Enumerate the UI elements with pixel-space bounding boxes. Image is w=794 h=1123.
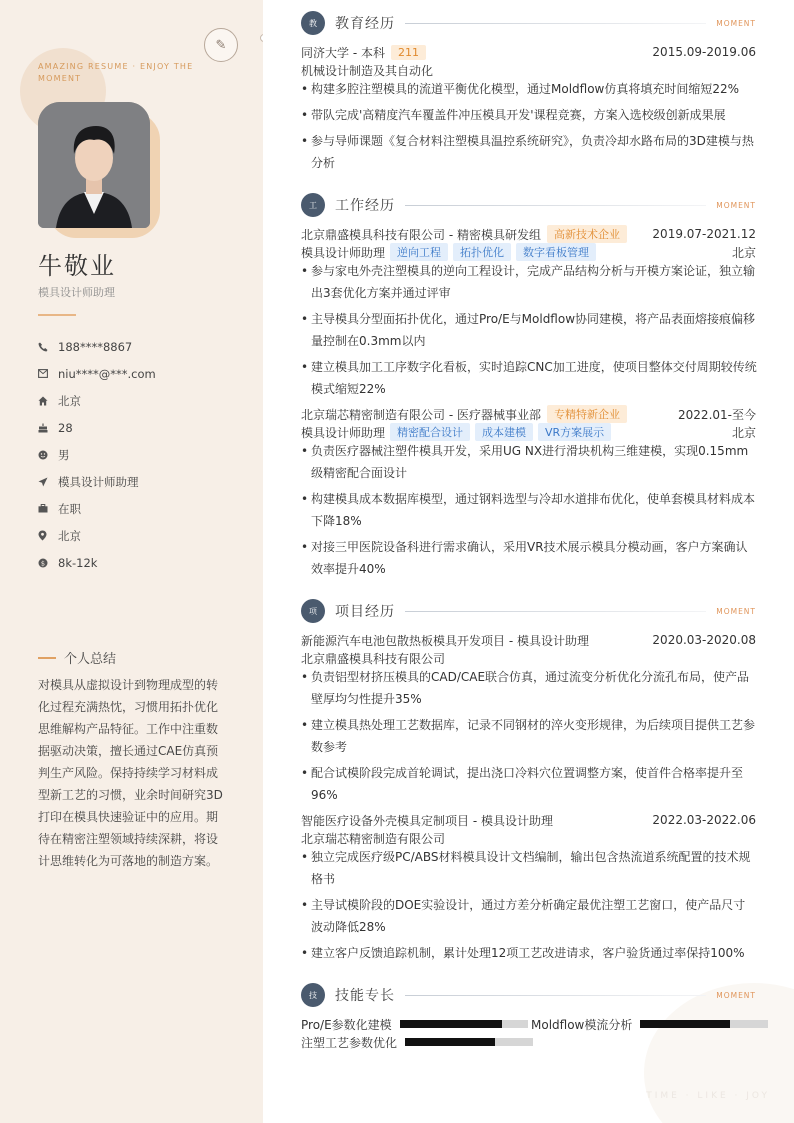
- education-bullet: • 带队完成'高精度汽车覆盖件冲压模具开发'课程竞赛，方案入选校级创新成果展: [301, 104, 757, 126]
- info-item-position: [38, 468, 238, 495]
- info-item-gender: [38, 441, 238, 468]
- skill-item: [531, 1015, 768, 1033]
- work-skill-tag: 拓扑优化: [453, 243, 511, 261]
- section-badge-skills: 技: [301, 983, 325, 1007]
- section-moment-label: MOMENT: [716, 990, 756, 1000]
- work-company: 北京瑞芯精密制造有限公司 - 医疗器械事业部: [301, 407, 541, 422]
- info-gender-text: 男: [58, 447, 70, 462]
- summary-header: [38, 648, 116, 667]
- work-date: 2019.07-2021.12: [652, 227, 756, 241]
- work-bullet: • 参与家电外壳注塑模具的逆向工程设计，完成产品结构分析与开模方案论证，独立输出3套优化方案并通过评审: [301, 260, 757, 304]
- work-city: 北京: [731, 245, 756, 260]
- skill-bar: [405, 1038, 533, 1046]
- pen-icon: ✎: [204, 28, 238, 62]
- work-skill-tag: 精密配合设计: [390, 423, 470, 441]
- briefcase-icon: [38, 504, 58, 513]
- project-title: 新能源汽车电池包散热板模具开发项目 - 模具设计助理: [301, 633, 589, 648]
- work-company: 北京鼎盛模具科技有限公司 - 精密模具研发组: [301, 227, 541, 242]
- work-company-tag: 专精特新企业: [547, 405, 627, 423]
- phone-icon: [38, 342, 58, 352]
- section-header-project: [301, 599, 756, 623]
- sidebar: [0, 0, 263, 1123]
- home-icon: [38, 396, 58, 406]
- section-header-work: [301, 193, 756, 217]
- mail-icon: [38, 369, 58, 378]
- cake-icon: [38, 423, 58, 433]
- education-tag: 211: [391, 45, 426, 60]
- skill-bar-fill: [405, 1038, 495, 1046]
- info-position-text: 模具设计师助理: [58, 474, 139, 489]
- info-item-phone: [38, 333, 238, 360]
- info-location-text: 北京: [58, 528, 81, 543]
- section-moment-label: MOMENT: [716, 18, 756, 28]
- avatar-portrait-icon: [38, 102, 150, 228]
- main-content: [263, 0, 794, 1123]
- section-badge-work: 工: [301, 193, 325, 217]
- section-title-education: 教育经历: [335, 16, 395, 32]
- avatar: [38, 102, 150, 228]
- slogan: AMAZING RESUME · ENJOY THE MOMENT: [38, 62, 194, 83]
- work-position: 模具设计师助理: [301, 425, 386, 440]
- education-major: 机械设计制造及其自动化: [301, 63, 434, 78]
- info-status-text: 在职: [58, 501, 81, 516]
- education-school: 同济大学 - 本科: [301, 45, 385, 60]
- project-company-row: [301, 649, 756, 667]
- info-item-status: [38, 495, 238, 522]
- section-divider: [405, 995, 706, 996]
- location-pin-icon: [38, 530, 58, 541]
- summary-dash: [38, 657, 56, 659]
- education-bullet: • 构建多腔注塑模具的流道平衡优化模型，通过Moldflow仿真将填充时间缩短22%: [301, 78, 757, 100]
- skill-name: Moldflow模流分析: [531, 1017, 633, 1032]
- work-company-tag: 高新技术企业: [547, 225, 627, 243]
- project-bullet: • 建立客户反馈追踪机制，累计处理12项工艺改进请求，客户验货通过率保持100%: [301, 942, 757, 964]
- project-company: 北京鼎盛模具科技有限公司: [301, 651, 446, 666]
- section-badge-education: 教: [301, 11, 325, 35]
- section-title-work: 工作经历: [335, 198, 395, 214]
- accent-divider: [38, 314, 76, 316]
- project-company: 北京瑞芯精密制造有限公司: [301, 831, 446, 846]
- info-phone-text: 188****8867: [58, 339, 133, 354]
- svg-text:$: $: [40, 558, 46, 567]
- section-divider: [405, 611, 706, 612]
- work-position-row: [301, 243, 756, 261]
- work-date: 2022.01-至今: [678, 407, 756, 422]
- project-bullet: • 负责铝型材挤压模具的CAD/CAE联合仿真，通过流变分析优化分流孔布局，使产品壁厚均匀性提升35%: [301, 666, 757, 710]
- skill-name: 注塑工艺参数优化: [301, 1035, 398, 1050]
- project-bullet: • 配合试模阶段完成首轮调试，提出浇口冷料穴位置调整方案，使首件合格率提升至96%: [301, 762, 757, 806]
- section-title-skills: 技能专长: [335, 988, 395, 1004]
- gender-icon: [38, 450, 58, 460]
- work-bullet: • 构建模具成本数据库模型，通过钢料选型与冷却水道排布优化，使单套模具材料成本下降18%: [301, 488, 757, 532]
- info-item-location: [38, 522, 238, 549]
- skill-bar: [400, 1020, 528, 1028]
- info-email-text: niu****@***.com: [58, 366, 156, 381]
- work-skill-tag: 成本建模: [475, 423, 533, 441]
- project-title-row: [301, 811, 756, 829]
- work-skill-tag: VR方案展示: [538, 423, 611, 441]
- project-title-row: [301, 631, 756, 649]
- section-header-education: [301, 11, 756, 35]
- skill-bar-fill: [400, 1020, 502, 1028]
- project-date: 2022.03-2022.06: [652, 813, 756, 827]
- work-city: 北京: [731, 425, 756, 440]
- section-divider: [405, 205, 706, 206]
- skill-bar-fill: [640, 1020, 730, 1028]
- info-home-text: 北京: [58, 393, 81, 408]
- section-moment-label: MOMENT: [716, 606, 756, 616]
- project-company-row: [301, 829, 756, 847]
- candidate-name: 牛敬业: [38, 252, 116, 280]
- education-major-row: [301, 61, 756, 79]
- section-divider: [405, 23, 706, 24]
- info-item-email: [38, 360, 238, 387]
- info-age-text: 28: [58, 420, 73, 435]
- work-bullet: • 主导模具分型面拓扑优化，通过Pro/E与Moldflow协同建模，将产品表面熔接痕偏移量控制在0.3mm以内: [301, 308, 757, 352]
- info-item-home: [38, 387, 238, 414]
- project-bullet: • 主导试模阶段的DOE实验设计，通过方差分析确定最优注塑工艺窗口，使产品尺寸波动降低28%: [301, 894, 757, 938]
- salary-icon: [38, 558, 58, 568]
- work-bullet: • 对接三甲医院设备科进行需求确认，采用VR技术展示模具分模动画，客户方案确认效率提升40%: [301, 536, 757, 580]
- work-company-row: [301, 405, 756, 423]
- section-moment-label: MOMENT: [716, 200, 756, 210]
- section-title-project: 项目经历: [335, 604, 395, 620]
- summary-title: 个人总结: [64, 652, 117, 667]
- work-skill-tag: 数字看板管理: [516, 243, 596, 261]
- skill-name: Pro/E参数化建模: [301, 1017, 392, 1032]
- education-row: [301, 43, 756, 61]
- section-header-skills: [301, 983, 756, 1007]
- work-position-row: [301, 423, 756, 441]
- contact-info-list: [38, 333, 238, 576]
- candidate-role: 模具设计师助理: [38, 286, 115, 299]
- info-item-age: [38, 414, 238, 441]
- info-salary-text: 8k-12k: [58, 555, 98, 570]
- work-company-row: [301, 225, 756, 243]
- project-title: 智能医疗设备外壳模具定制项目 - 模具设计助理: [301, 813, 553, 828]
- skill-bar: [640, 1020, 768, 1028]
- education-date: 2015.09-2019.06: [652, 45, 756, 59]
- skill-item: [301, 1033, 533, 1051]
- work-bullet: • 负责医疗器械注塑件模具开发，采用UG NX进行滑块机构三维建模，实现0.15mm级精密配合面设计: [301, 440, 757, 484]
- send-icon: [38, 477, 58, 487]
- project-bullet: • 独立完成医疗级PC/ABS材料模具设计文档编制，输出包含热流道系统配置的技术规格书: [301, 846, 757, 890]
- work-bullet: • 建立模具加工工序数字化看板，实时追踪CNC加工进度，使项目整体交付周期较传统模式缩短22%: [301, 356, 757, 400]
- education-bullet: • 参与导师课题《复合材料注塑模具温控系统研究》，负责冷却水路布局的3D建模与热分析: [301, 130, 757, 174]
- skill-item: [301, 1015, 528, 1033]
- work-position: 模具设计师助理: [301, 245, 386, 260]
- project-bullet: • 建立模具热处理工艺数据库，记录不同钢材的淬火变形规律，为后续项目提供工艺参数参考: [301, 714, 757, 758]
- work-skill-tag: 逆向工程: [390, 243, 448, 261]
- summary-text: 对模具从虚拟设计到物理成型的转化过程充满热忱，习惯用拓扑优化思维解构产品特征。工作中注重数据驱动决策，擅长通过CAE仿真预判生产风险。保持持续学习材料成型新工艺的习惯，业余时间研究3D打印在模具快速验证中的应用。期待在精密注塑领域持续深耕，将设计思维转化为可落地的制造方案。: [38, 678, 223, 868]
- project-date: 2020.03-2020.08: [652, 633, 756, 647]
- watermark: TIME · LIKE · JOY: [646, 1091, 770, 1101]
- info-item-salary: [38, 549, 238, 576]
- section-badge-project: 项: [301, 599, 325, 623]
